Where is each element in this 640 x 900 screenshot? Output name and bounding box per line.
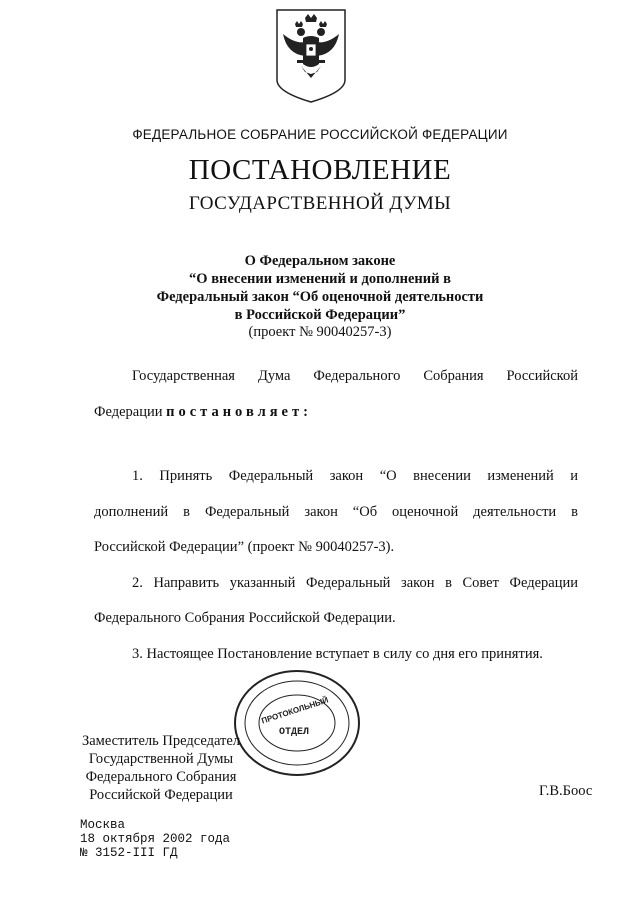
document-type-title: ПОСТАНОВЛЕНИЕ (188, 154, 452, 186)
item-1-line: 1. Принять Федеральный закон “О внесении изменений и (132, 468, 578, 484)
signature-title (80, 732, 242, 804)
preamble-line (94, 404, 578, 421)
organization-header: ФЕДЕРАЛЬНОЕ СОБРАНИЕ РОССИЙСКОЙ ФЕДЕРАЦИИ (132, 127, 508, 142)
stamp-inner-text: ПРОТОКОЛЬНЫЙ (260, 695, 330, 726)
signature-title-line: Российской Федерации (89, 787, 233, 803)
signature-title-line: Заместитель Председател (81, 733, 241, 749)
document-subject (120, 252, 520, 324)
preamble-text: Федерации (94, 404, 163, 420)
item-2-line: Федерального Собрания Российской Федерации. (94, 610, 396, 626)
subject-line: “О внесении изменений и дополнений в (189, 271, 451, 287)
subject-line: в Российской Федерации” (234, 307, 406, 323)
item-3-line: 3. Настоящее Постановление вступает в силу со дня его принятия. (132, 646, 543, 662)
coat-of-arms-emblem (275, 8, 347, 104)
document-issuer: ГОСУДАРСТВЕННОЙ ДУМЫ (188, 193, 452, 214)
document-number: № 3152-III ГД (80, 846, 178, 860)
signature-title-line: Государственной Думы (88, 751, 234, 767)
date: 18 октября 2002 года (80, 832, 231, 846)
preamble-line: Государственная Дума Федерального Собрания Российской (132, 368, 578, 384)
subject-line: О Федеральном законе (244, 253, 396, 269)
signer-name: Г.В.Боос (539, 783, 593, 799)
item-2-line: 2. Направить указанный Федеральный закон в Совет Федерации (132, 575, 578, 591)
city: Москва (80, 818, 126, 832)
stamp-center-text: ОТДЕЛ (279, 727, 310, 738)
resolves-word: постановляет: (166, 404, 312, 420)
project-number: (проект № 90040257-3) (248, 324, 392, 340)
subject-line: Федеральный закон “Об оценочной деятельности (156, 289, 484, 305)
signature-title-line: Федерального Собрания (85, 769, 237, 785)
item-1-line: дополнений в Федеральный закон “Об оценочной деятельности в (94, 504, 578, 520)
item-1-line: Российской Федерации” (проект № 90040257-3). (94, 539, 395, 555)
protocol-department-stamp (232, 668, 362, 778)
